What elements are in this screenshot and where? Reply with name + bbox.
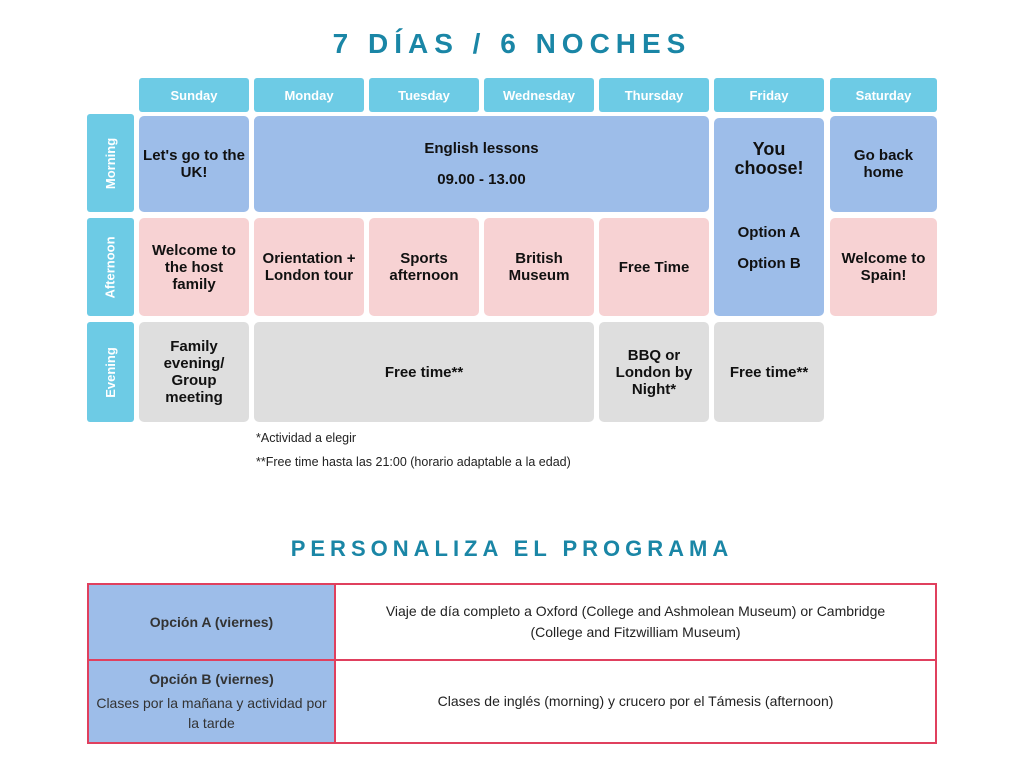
table-row [88, 584, 936, 660]
cell-wednesday-afternoon: British Museum [484, 218, 594, 316]
cell-free-time-evening: Free time** [254, 322, 594, 422]
option-a-description: Viaje de día completo a Oxford (College and Ashmolean Museum) or Cambridge (College and Fitzwilliam Museum) [335, 584, 936, 660]
cell-english-lessons: English lessons 09.00 - 13.00 [254, 116, 709, 212]
day-header-friday: Friday [714, 78, 824, 112]
option-b-description: Clases de inglés (morning) y crucero por el Támesis (afternoon) [335, 660, 936, 743]
period-label-morning: Morning [87, 114, 134, 212]
cell-sunday-evening: Family evening/ Group meeting [139, 322, 249, 422]
cell-tuesday-afternoon: Sports afternoon [369, 218, 479, 316]
cell-thursday-afternoon: Free Time [599, 218, 709, 316]
cell-saturday-morning: Go back home [830, 116, 937, 212]
period-label-evening: Evening [87, 322, 134, 422]
section-title: PERSONALIZA EL PROGRAMA [290, 536, 734, 561]
options-table [87, 583, 937, 744]
day-header-sunday: Sunday [139, 78, 249, 112]
cell-sunday-afternoon: Welcome to the host family [139, 218, 249, 316]
day-header-saturday: Saturday [830, 78, 937, 112]
footnote-free-time: **Free time hasta las 21:00 (horario adaptable a la edad) [256, 455, 571, 469]
day-header-wednesday: Wednesday [484, 78, 594, 112]
option-a-label: Opción A (viernes) [88, 584, 335, 660]
cell-friday-choice: You choose! Option A Option B [714, 118, 824, 316]
cell-monday-afternoon: Orientation + London tour [254, 218, 364, 316]
period-label-afternoon: Afternoon [87, 218, 134, 316]
day-header-tuesday: Tuesday [369, 78, 479, 112]
footnote-activity: *Actividad a elegir [256, 431, 357, 445]
table-row [88, 660, 936, 743]
cell-friday-evening: Free time** [714, 322, 824, 422]
day-header-monday: Monday [254, 78, 364, 112]
cell-saturday-afternoon: Welcome to Spain! [830, 218, 937, 316]
option-b-subtitle: Clases por la mañana y actividad por la tarde [96, 694, 327, 731]
cell-sunday-morning: Let's go to the UK! [139, 116, 249, 212]
option-b-label: Opción B (viernes) Clases por la mañana y actividad por la tarde [88, 660, 335, 743]
day-header-thursday: Thursday [599, 78, 709, 112]
page-title: 7 DÍAS / 6 NOCHES [332, 28, 692, 59]
cell-thursday-evening: BBQ or London by Night* [599, 322, 709, 422]
